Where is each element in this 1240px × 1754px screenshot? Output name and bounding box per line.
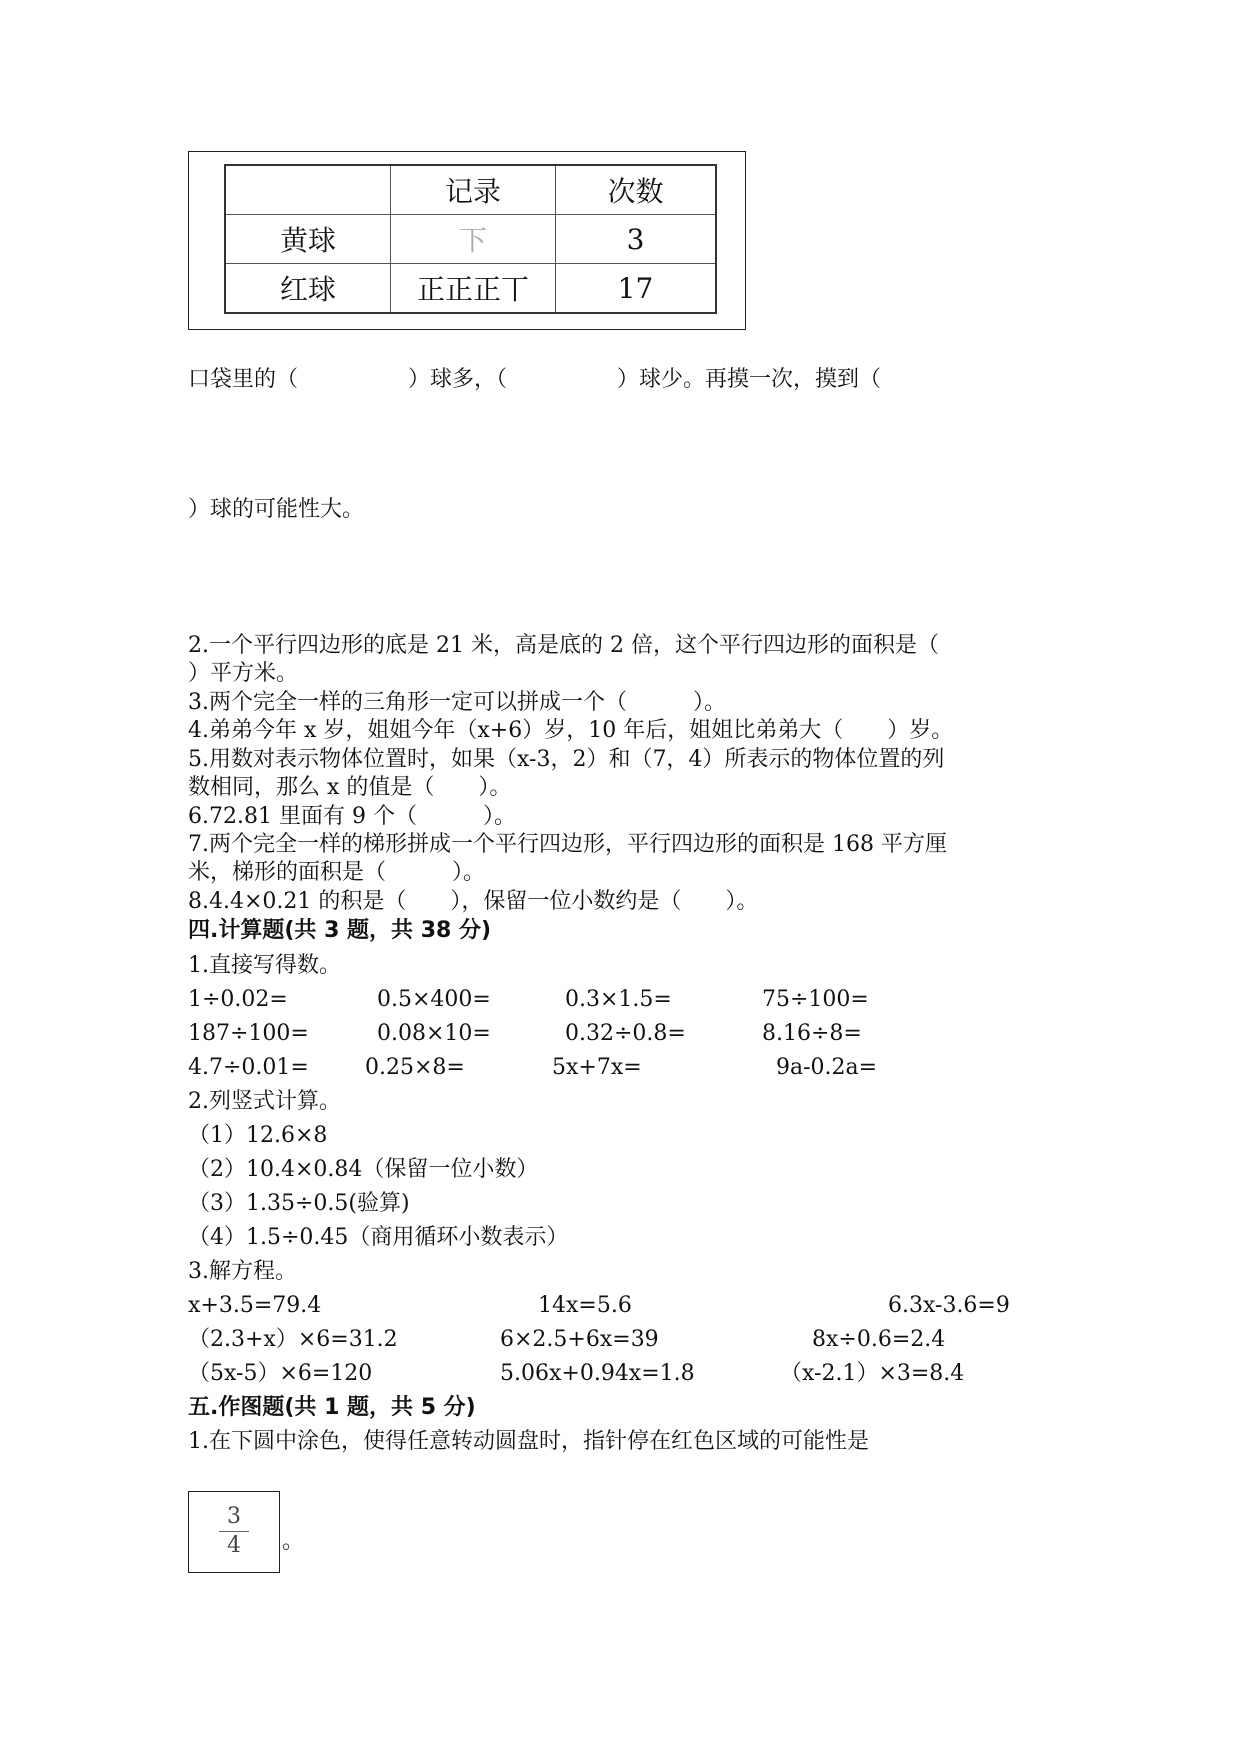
vertical-item: （4）1.5÷0.45（商用循环小数表示） — [188, 1225, 569, 1250]
question-text: 1.在下圆中涂色，使得任意转动圆盘时，指针停在红色区域的可能性是 — [188, 1429, 869, 1454]
equation-item: 6.3x-3.6=9 — [888, 1293, 1010, 1318]
oral-item: 75÷100= — [762, 987, 869, 1012]
fraction-numerator: 3 — [227, 1504, 241, 1529]
equation-item: 6×2.5+6x=39 — [500, 1327, 659, 1352]
vertical-item: （3）1.35÷0.5(验算) — [188, 1191, 410, 1216]
table-cell: 正正正丅 — [391, 264, 556, 314]
table-cell: 3 — [556, 215, 717, 264]
equation-item: 8x÷0.6=2.4 — [812, 1327, 946, 1352]
table-cell: 黄球 — [225, 215, 391, 264]
question-text: 3.两个完全一样的三角形一定可以拼成一个（ ）。 — [188, 690, 726, 715]
vertical-item: （2）10.4×0.84（保留一位小数） — [188, 1157, 539, 1182]
fraction — [219, 1505, 249, 1558]
table-cell: 下 — [391, 215, 556, 264]
oral-item: 5x+7x= — [552, 1055, 642, 1080]
oral-item: 0.08×10= — [377, 1021, 491, 1046]
question-text: 2.列竖式计算。 — [188, 1089, 341, 1114]
tally-table-image — [188, 151, 746, 330]
fraction-image — [188, 1491, 280, 1573]
equation-item: （2.3+x）×6=31.2 — [188, 1327, 398, 1352]
table-cell: 17 — [556, 264, 717, 314]
question-text: 5.用数对表示物体位置时，如果（x-3，2）和（7，4）所表示的物体位置的列 — [188, 747, 945, 772]
table-row — [225, 165, 716, 215]
question-text: 7.两个完全一样的梯形拼成一个平行四边形，平行四边形的面积是 168 平方厘 — [188, 832, 947, 857]
question-text: ）平方米。 — [188, 661, 299, 686]
period-mark: 。 — [282, 1529, 305, 1554]
oral-item: 0.25×8= — [365, 1055, 465, 1080]
table-header-cell — [225, 165, 391, 215]
oral-item: 8.16÷8= — [762, 1021, 862, 1046]
vertical-item: （1）12.6×8 — [188, 1123, 328, 1148]
table-header-cell: 记录 — [391, 165, 556, 215]
fraction-denominator: 4 — [227, 1533, 241, 1558]
question-text: 数相同，那么 x 的值是（ ）。 — [188, 775, 512, 800]
section-heading: 五.作图题(共 1 题，共 5 分) — [188, 1395, 476, 1420]
table-row — [225, 264, 716, 314]
question-text: 2.一个平行四边形的底是 21 米，高是底的 2 倍，这个平行四边形的面积是（ — [188, 633, 939, 658]
oral-item: 9a-0.2a= — [776, 1055, 878, 1080]
oral-item: 0.32÷0.8= — [565, 1021, 686, 1046]
tally-table — [224, 164, 717, 314]
oral-item: 187÷100= — [188, 1021, 309, 1046]
table-header-cell: 次数 — [556, 165, 717, 215]
question-text: 8.4.4×0.21 的积是（ ），保留一位小数约是（ ）。 — [188, 889, 759, 914]
fraction-bar — [219, 1531, 249, 1532]
equation-item: x+3.5=79.4 — [188, 1293, 322, 1318]
question-text: ）球的可能性大。 — [188, 497, 365, 522]
oral-item: 4.7÷0.01= — [188, 1055, 309, 1080]
table-row — [225, 215, 716, 264]
question-text: 3.解方程。 — [188, 1259, 297, 1284]
oral-item: 0.5×400= — [377, 987, 491, 1012]
equation-item: 14x=5.6 — [538, 1293, 632, 1318]
question-text: 1.直接写得数。 — [188, 953, 341, 978]
equation-item: 5.06x+0.94x=1.8 — [500, 1361, 695, 1386]
question-text: 4.弟弟今年 x 岁，姐姐今年（x+6）岁，10 年后，姐姐比弟弟大（ ）岁。 — [188, 718, 954, 743]
equation-item: （5x-5）×6=120 — [188, 1361, 373, 1386]
question-text: 口袋里的（ ）球多，（ ）球少。再摸一次，摸到（ — [188, 367, 882, 392]
question-text: 米，梯形的面积是（ ）。 — [188, 860, 486, 885]
section-heading: 四.计算题(共 3 题，共 38 分) — [188, 918, 492, 943]
equation-item: （x-2.1）×3=8.4 — [780, 1361, 965, 1386]
oral-item: 0.3×1.5= — [565, 987, 672, 1012]
oral-item: 1÷0.02= — [188, 987, 288, 1012]
table-cell: 红球 — [225, 264, 391, 314]
question-text: 6.72.81 里面有 9 个（ ）。 — [188, 804, 516, 829]
